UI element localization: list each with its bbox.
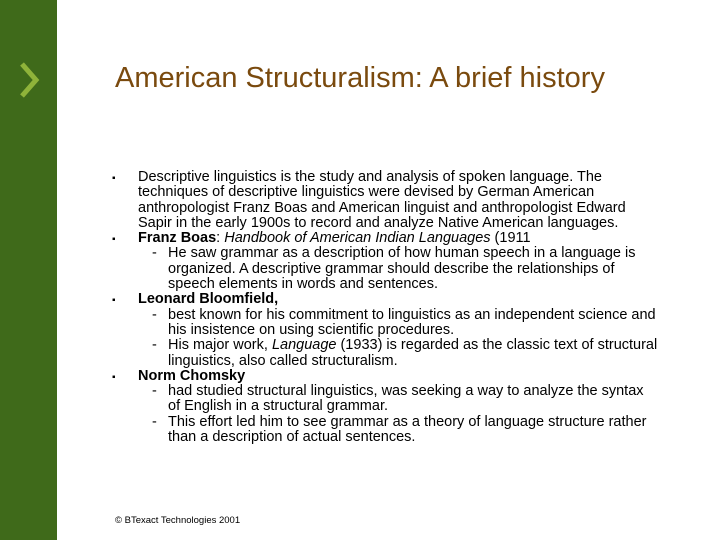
bullet-name: Norm Chomsky <box>138 367 246 384</box>
bullet-item <box>112 291 658 308</box>
bullet-marker: ▪ <box>112 295 116 307</box>
book-title: Handbook of American Indian Languages <box>224 230 491 247</box>
chevron-right-icon <box>14 58 44 102</box>
slide-title: American Structuralism: A brief history <box>115 62 605 94</box>
bullet-marker: ▪ <box>112 371 116 383</box>
dash-marker: - <box>152 383 157 400</box>
bullet-marker: ▪ <box>112 173 116 184</box>
bullet-colon: : <box>216 230 225 247</box>
book-title: Language <box>271 337 337 354</box>
sub-text: He saw grammar as a description of how human speech in a language is organized. A descriptive grammar should describe the relationships of speech elements in words and sentences. <box>168 245 636 293</box>
bullet-tail: (1911 <box>490 230 531 247</box>
sub-text-pre: His major work, <box>168 337 272 354</box>
dash-marker: - <box>152 337 157 354</box>
slide-body <box>112 169 658 446</box>
sub-item <box>118 338 658 369</box>
bullet-name: Leonard Bloomfield, <box>138 291 279 308</box>
dash-marker: - <box>152 306 157 323</box>
sub-item <box>118 246 658 292</box>
bullet-item <box>112 169 658 231</box>
dash-marker: - <box>152 245 157 262</box>
sub-item <box>118 384 658 415</box>
bullet-marker: ▪ <box>112 234 116 246</box>
sub-text: had studied structural linguistics, was seeking a way to analyze the syntax of English in a structural grammar. <box>168 383 644 415</box>
sub-item <box>118 308 658 339</box>
sub-text-post: (1933) is regarded as the classic text of structural linguistics, also called structuralism. <box>168 337 658 369</box>
copyright-footer: © BTexact Technologies 2001 <box>115 515 241 526</box>
sub-item <box>118 415 658 446</box>
bullet-item <box>112 230 658 247</box>
dash-marker: - <box>152 413 157 430</box>
bullet-item <box>112 367 658 384</box>
sub-text: This effort led him to see grammar as a theory of language structure rather than a description of actual sentences. <box>168 413 647 446</box>
bullet-text: Descriptive linguistics is the study and analysis of spoken language. The techniques of descriptive linguistics were devised by German American anthropologist Franz Boas and American linguist and anthropologist Edward Sapir in the early 1900s to record and analyze Native American languages. <box>138 169 626 231</box>
sub-text: best known for his commitment to linguistics as an independent science and his insistence on using scientific procedures. <box>168 306 656 338</box>
sidebar-band <box>0 0 57 540</box>
bullet-name: Franz Boas <box>138 230 217 247</box>
